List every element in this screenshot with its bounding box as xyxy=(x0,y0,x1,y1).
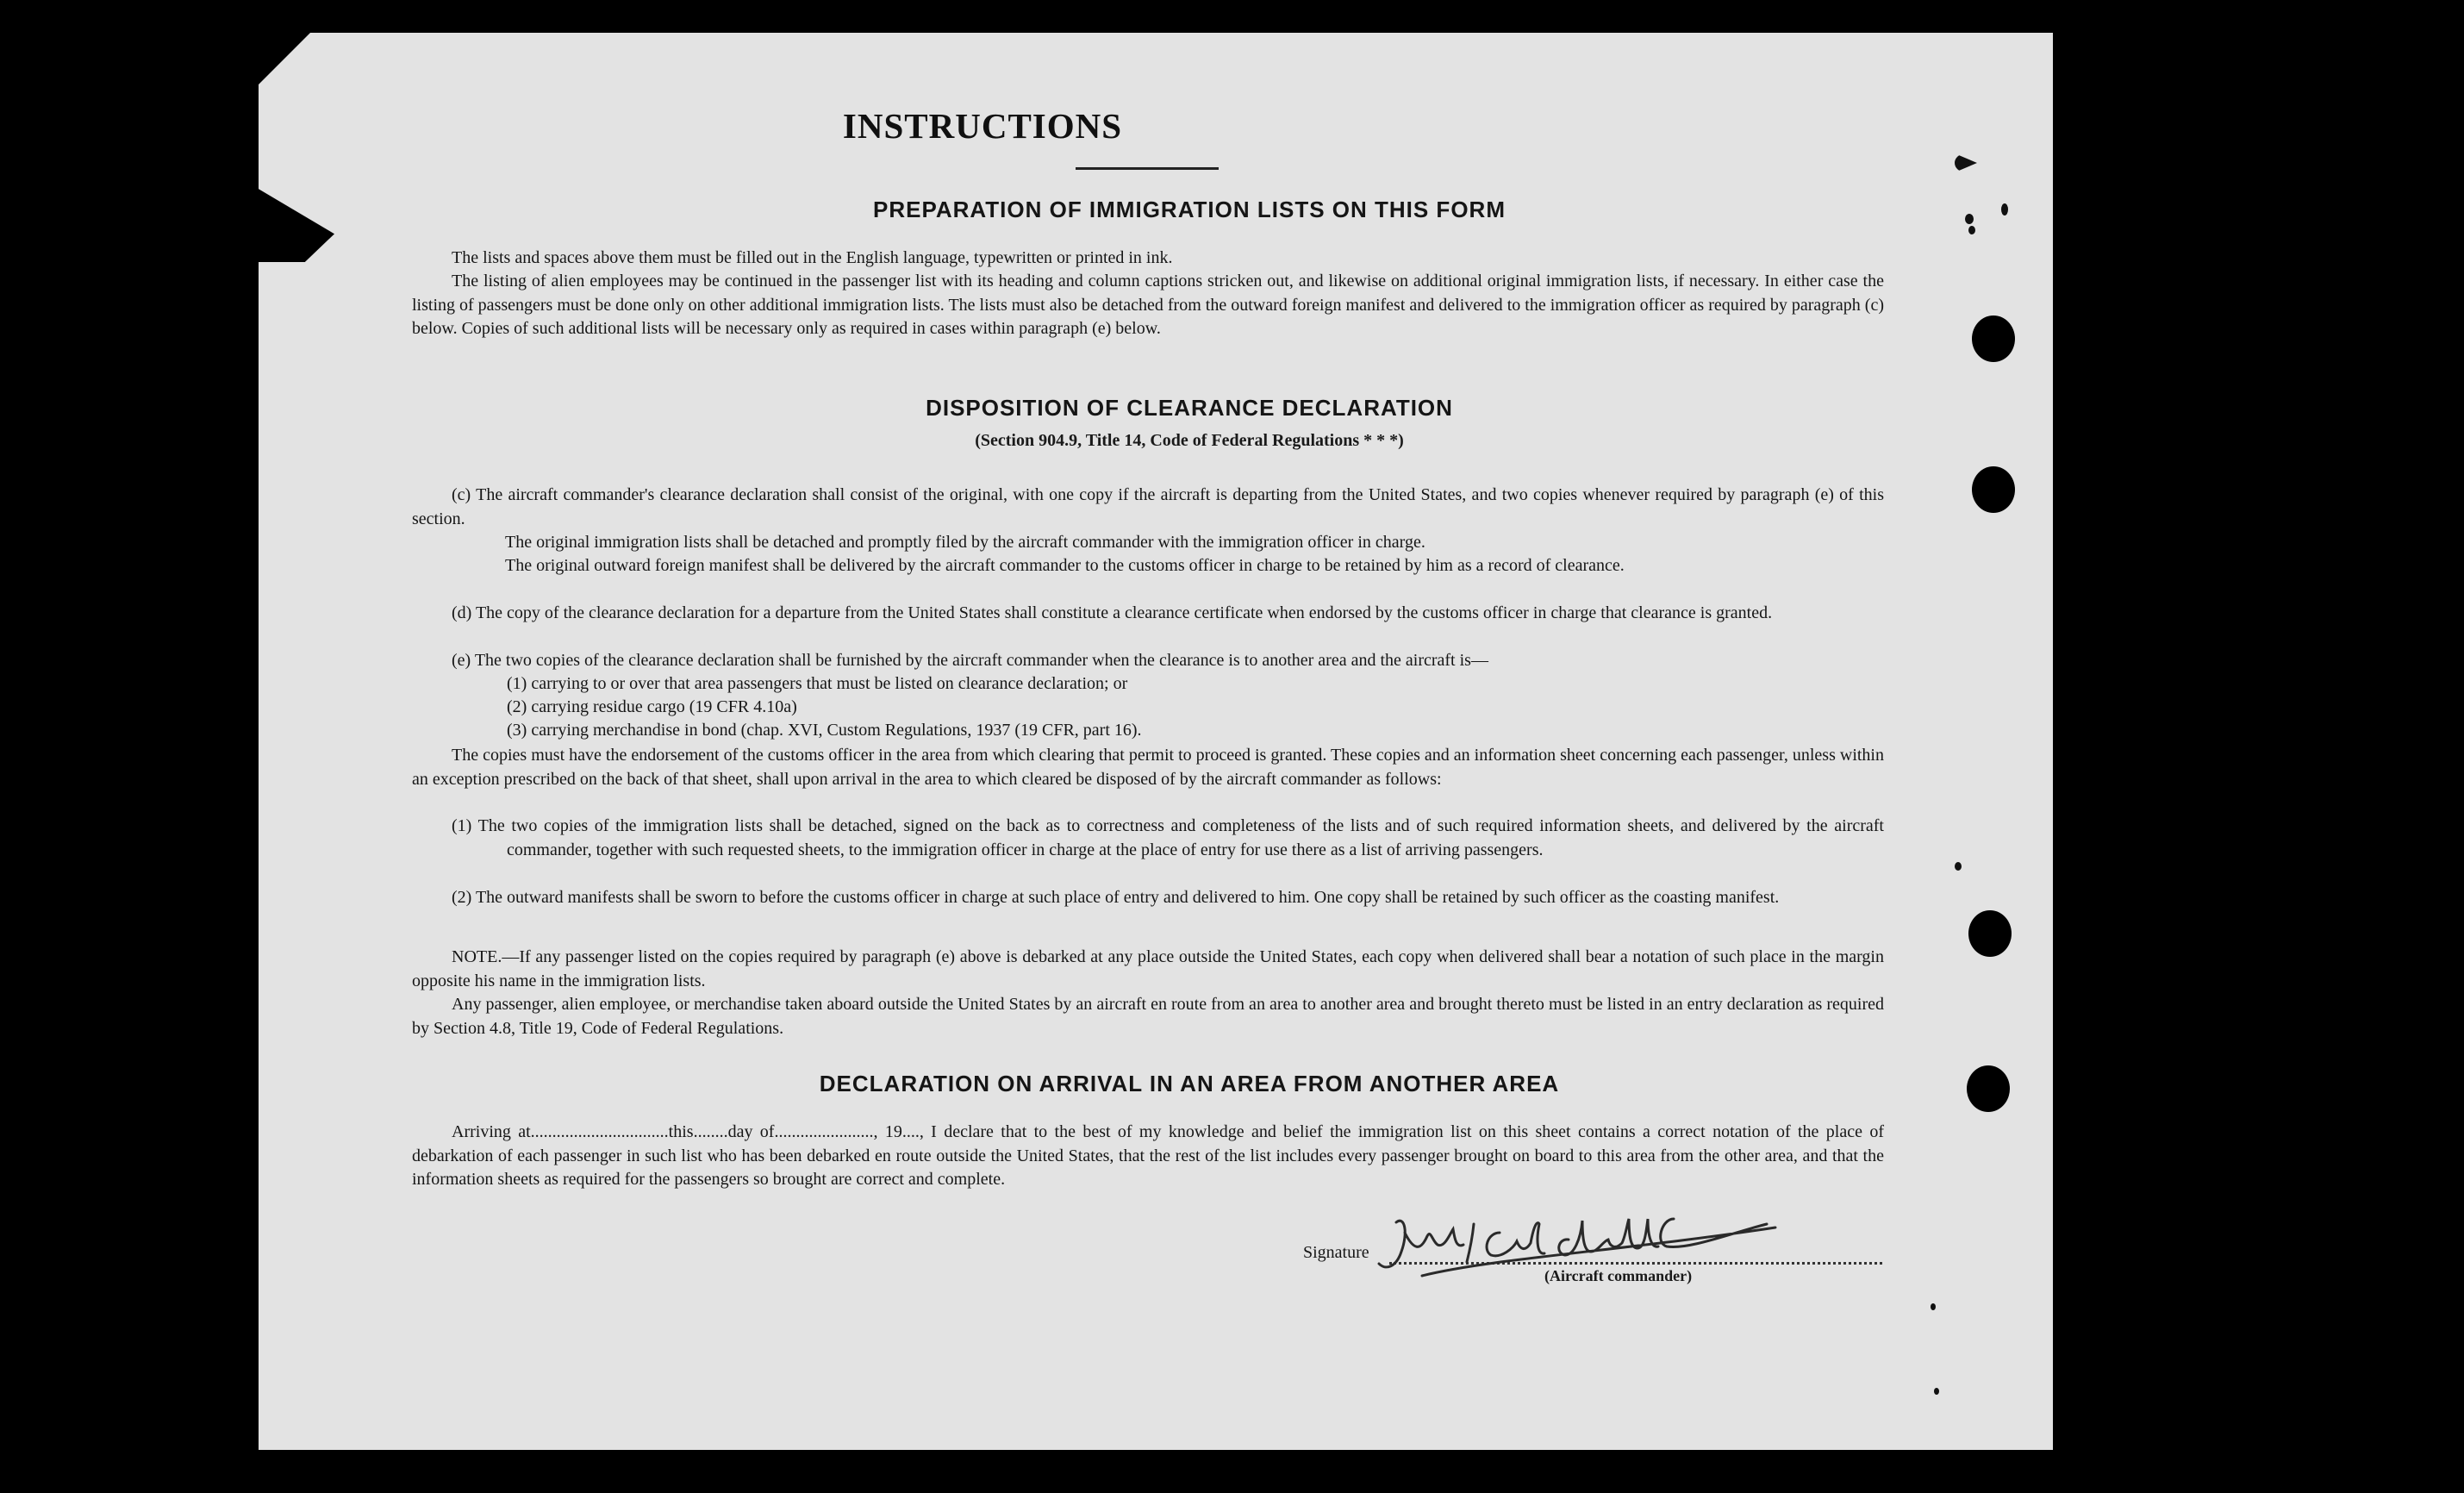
paragraph-d: (d) The copy of the clearance declaration for a departure from the United States shall constitute a clearance certificate when endorsed by the customs officer in charge that clearance is granted. xyxy=(452,603,1773,622)
paragraph-c: (c) The aircraft commander's clearance declaration shall consist of the original, with one copy if the aircraft is departing from the United States, and two copies whenever required by paragraph (e) of this section. xyxy=(412,485,1884,528)
paragraph-copies-endorsement: The copies must have the endorsement of the customs officer in the area from which clearing that permit to proceed is granted. These copies and an information sheet concerning each passenger, unless within an exception prescribed on the back of that sheet, shall upon arrival in the area to which cleared be disposed of by the aircraft commander as follows: xyxy=(412,746,1884,789)
punch-hole xyxy=(1972,315,2015,362)
punch-hole xyxy=(1972,466,2015,513)
punch-hole xyxy=(1968,910,2012,957)
section-heading-declaration: DECLARATION ON ARRIVAL IN AN AREA FROM ANOTHER AREA xyxy=(819,1071,1560,1096)
paragraph-arrival-declaration: Arriving at................................this........day of......................., 19...., I declare that to the best of my knowledge and belief the immigration list on this sheet contains a correct notation of the place of debarkation of each passenger in such list who has been debarked en route outside the United States, that the rest of the list includes every passenger brought on board to this area from the other area, and that the information sheets as required for the passengers so brought are correct and complete. xyxy=(412,1122,1884,1190)
paragraph-alien-employees: The listing of alien employees may be continued in the passenger list with its heading and column captions stricken out, and likewise on additional original immigration lists, if necessary. In either case the listing of passengers must be done only on other additional immigration lists. The lists must also be detached from the outward foreign manifest and delivered to the immigration officer as required by paragraph (c) below. Copies of such additional lists will be necessary only as required in cases within paragraph (e) below. xyxy=(412,272,1884,339)
document-title: INSTRUCTIONS xyxy=(842,106,1123,146)
ink-speck xyxy=(1934,1388,1939,1395)
ink-speck xyxy=(1955,862,1962,871)
paragraph-disposal-2: (2) The outward manifests shall be sworn to before the customs officer in charge at such place of entry and delivered to him. One copy shall be retained by such officer as the coasting manifest. xyxy=(452,888,1780,907)
paragraph-disposal-1: (1) The two copies of the immigration lists shall be detached, signed on the back as to correctness and completeness of the lists and of such required information sheets, and delivered by the aircraft commander, together with such requested sheets, to the immigration officer in charge at the place of entry for use there as a list of arriving passengers. xyxy=(452,816,1884,859)
paragraph-language: The lists and spaces above them must be filled out in the English language, typewritten or printed in ink. xyxy=(452,248,1173,267)
title-underline xyxy=(1076,167,1219,170)
ink-speck xyxy=(1931,1303,1936,1310)
paragraph-e: (e) The two copies of the clearance declaration shall be furnished by the aircraft commander when the clearance is to another area and the aircraft is— xyxy=(452,651,1488,670)
regulation-citation: (Section 904.9, Title 14, Code of Federal Regulations * * *) xyxy=(975,431,1404,450)
paragraph-e-2: (2) carrying residue cargo (19 CFR 4.10a) xyxy=(507,697,797,716)
paragraph-note: NOTE.—If any passenger listed on the copies required by paragraph (e) above is debarked at any place outside the United States, each copy when delivered shall bear a notation of such place in the margin opposite his name in the immigration lists. xyxy=(412,947,1884,990)
section-heading-preparation: PREPARATION OF IMMIGRATION LISTS ON THIS FORM xyxy=(873,197,1506,222)
paragraph-outward-manifest: The original outward foreign manifest shall be delivered by the aircraft commander to the customs officer in charge to be retained by him as a record of clearance. xyxy=(505,556,1625,575)
section-heading-disposition: DISPOSITION OF CLEARANCE DECLARATION xyxy=(926,395,1453,421)
signature-label: Signature xyxy=(1303,1243,1369,1262)
paragraph-immigration-lists: The original immigration lists shall be detached and promptly filed by the aircraft commander with the immigration officer in charge. xyxy=(505,533,1425,552)
paragraph-entry-declaration: Any passenger, alien employee, or merchandise taken aboard outside the United States by an aircraft en route from an area to another area and brought thereto must be listed in an entry declaration as required by Section 4.8, Title 19, Code of Federal Regulations. xyxy=(412,995,1884,1038)
ink-speck xyxy=(1968,226,1975,234)
paragraph-e-3: (3) carrying merchandise in bond (chap. XVI, Custom Regulations, 1937 (19 CFR, part 16). xyxy=(507,721,1142,740)
paragraph-e-1: (1) carrying to or over that area passengers that must be listed on clearance declaration; or xyxy=(507,674,1128,693)
signature-caption: (Aircraft commander) xyxy=(1544,1267,1693,1284)
